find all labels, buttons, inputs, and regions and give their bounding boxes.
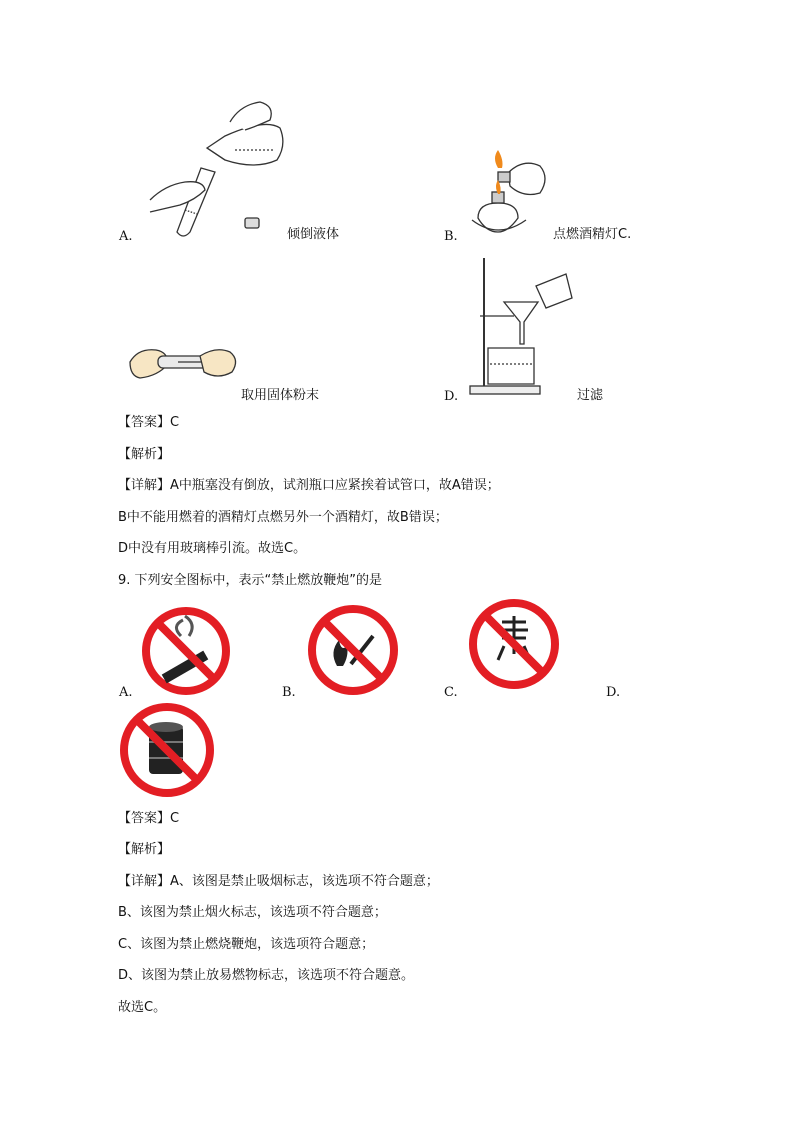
q9-option-d-label: D.: [606, 685, 621, 700]
q8-detail-line: 【详解】A中瓶塞没有倒放，试剂瓶口应紧挨着试管口，故A错误；: [118, 478, 500, 493]
q9-detail-line: B、该图为禁止烟火标志，该选项不符合题意；: [118, 905, 387, 920]
option-b-caption: 点燃酒精灯C.: [553, 227, 632, 242]
q9-option-c-label: C.: [444, 685, 458, 700]
q9-answer: 【答案】C: [118, 811, 180, 826]
q9-detail-line: D、该图为禁止放易燃物标志，该选项不符合题意。: [118, 968, 415, 983]
q9-detail-line: C、该图为禁止燃烧鞭炮，该选项符合题意；: [118, 937, 375, 952]
option-d-caption: 过滤: [577, 388, 604, 403]
option-a-caption: 倾倒液体: [287, 227, 340, 242]
q9-conclusion: 故选C。: [118, 1000, 167, 1015]
option-c-caption: 取用固体粉末: [241, 388, 320, 403]
no-firecrackers-icon: [468, 598, 560, 690]
no-flammables-icon: [119, 702, 215, 798]
no-smoking-icon: [141, 606, 231, 696]
option-a-label: A.: [119, 229, 133, 244]
pouring-liquid-illustration: [145, 100, 295, 240]
q9-question: 9. 下列安全图标中，表示“禁止燃放鞭炮”的是: [118, 573, 383, 588]
option-b-label: B.: [444, 229, 458, 244]
q9-option-a-label: A.: [119, 685, 133, 700]
q9-detail-line: 【详解】A、该图是禁止吸烟标志，该选项不符合题意；: [118, 874, 439, 889]
solid-powder-illustration: [128, 342, 240, 388]
q8-analysis-heading: 【解析】: [118, 447, 171, 462]
no-open-flame-icon: [307, 604, 399, 696]
filtration-illustration: [466, 256, 576, 398]
q9-analysis-heading: 【解析】: [118, 842, 171, 857]
option-d-label: D.: [444, 389, 459, 404]
q9-option-b-label: B.: [282, 685, 296, 700]
q8-answer: 【答案】C: [118, 415, 180, 430]
lighting-alcohol-lamp-illustration: [468, 148, 558, 240]
q8-detail-line: B中不能用燃着的酒精灯点燃另外一个酒精灯，故B错误；: [118, 510, 448, 525]
q8-detail-line: D中没有用玻璃棒引流。故选C。: [118, 541, 307, 556]
